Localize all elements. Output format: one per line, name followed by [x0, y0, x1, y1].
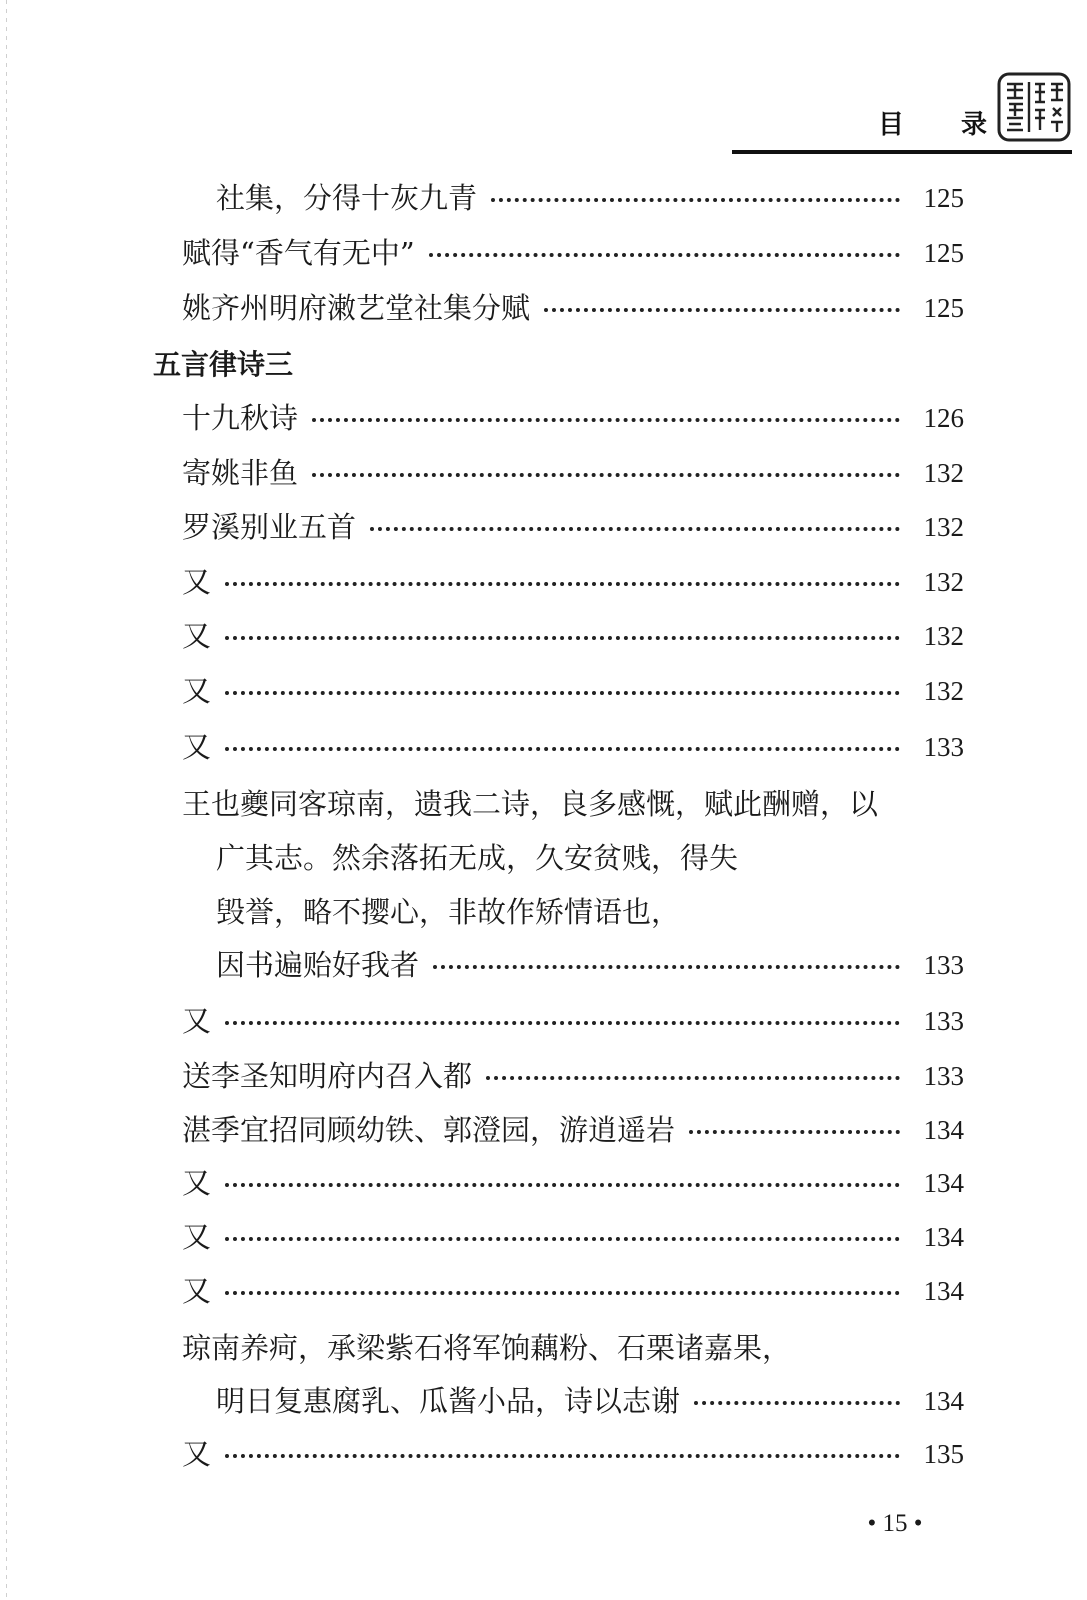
toc-entry-title: 社集，分得十灰九青: [216, 181, 478, 215]
toc-entry-page: 126: [923, 403, 964, 433]
toc-entry-title: 姚齐州明府潄艺堂社集分赋: [182, 291, 531, 325]
toc-entry-page: 134: [923, 1168, 964, 1198]
dot-leader: [225, 1237, 900, 1241]
dot-leader: [370, 527, 900, 531]
toc-entry-title: 又: [182, 1166, 212, 1200]
toc-entry: [182, 507, 964, 547]
toc-entry-title: 湛季宜招同顾幼铁、郭澄园，游逍遥岩: [182, 1113, 676, 1147]
toc-entry: [216, 178, 964, 218]
toc-entry-title: 又: [182, 1437, 212, 1471]
toc-entry-title-line: 广其志。然余落拓无成，久安贫贱，得失: [216, 841, 739, 875]
dot-leader: [225, 582, 900, 586]
toc-entry: [182, 727, 964, 767]
toc-entry-title: 送李圣知明府内召入都: [182, 1059, 473, 1093]
toc-entry: [182, 1110, 964, 1150]
page-number: • 15 •: [867, 1510, 923, 1537]
dot-leader: [433, 965, 900, 969]
header-title: 目 录: [878, 110, 1012, 140]
toc-entry-page: 133: [923, 950, 964, 980]
toc-entry-page: 132: [923, 621, 964, 651]
toc-entry-title: 赋得“香气有无中”: [182, 236, 415, 270]
toc-entry: [182, 1001, 964, 1041]
toc-entry-title: 十九秋诗: [182, 401, 299, 435]
toc-entry-page: 134: [923, 1386, 964, 1416]
dot-leader: [225, 747, 900, 751]
toc-entry-title-line: 王也夔同客琼南，遗我二诗，良多感慨，赋此酬赠，以: [182, 787, 879, 821]
section-heading: 五言律诗三: [153, 348, 294, 381]
toc-entry: [182, 1056, 964, 1096]
toc-entry-page: 134: [923, 1276, 964, 1306]
dot-leader: [544, 308, 900, 312]
toc-entry-page: 132: [923, 567, 964, 597]
toc-entry: [182, 453, 964, 493]
toc-entry: [182, 233, 964, 273]
toc-entry: [182, 1163, 964, 1203]
dot-leader: [312, 473, 900, 477]
toc-entry-title: 又: [182, 619, 212, 653]
toc-entry-page: 134: [923, 1115, 964, 1145]
toc-entry: [182, 1217, 964, 1257]
toc-entry: [182, 671, 964, 711]
toc-entry: [182, 288, 964, 328]
toc-entry-title: 又: [182, 1274, 212, 1308]
dot-leader: [312, 418, 900, 422]
toc-entry-title: 寄姚非鱼: [182, 456, 299, 490]
dot-leader: [225, 1183, 900, 1187]
toc-entry-page: 132: [923, 676, 964, 706]
toc-entry-page: 132: [923, 458, 964, 488]
toc-entry-page: 133: [923, 732, 964, 762]
toc-entry-title: 又: [182, 1220, 212, 1254]
toc-entry-title: 明日复惠腐乳、瓜酱小品，诗以志谢: [216, 1384, 681, 1418]
dot-leader: [225, 636, 900, 640]
toc-entry-page: 134: [923, 1222, 964, 1252]
toc-entry: [216, 945, 964, 985]
dot-leader: [225, 1454, 900, 1458]
toc-entry: [182, 1271, 964, 1311]
dot-leader: [225, 1291, 900, 1295]
dot-leader: [689, 1130, 900, 1134]
toc-entry-page: 133: [923, 1006, 964, 1036]
toc-entry: [182, 616, 964, 656]
toc-entry-page: 133: [923, 1061, 964, 1091]
dot-leader: [429, 253, 900, 257]
dot-leader: [491, 198, 900, 202]
toc-entry: [216, 1381, 964, 1421]
page-edge: [6, 0, 7, 1600]
toc-entry-title: 因书遍贻好我者: [216, 948, 420, 982]
toc-entry-page: 125: [923, 238, 964, 268]
header-rule: [732, 150, 1072, 154]
toc-entry-title-line: 琼南养疴，承梁紫石将军饷藕粉、石栗诸嘉果，: [182, 1331, 792, 1365]
toc-entry: [182, 1434, 964, 1474]
toc-entry-title: 又: [182, 565, 212, 599]
toc-entry-page: 135: [923, 1439, 964, 1469]
toc-entry-title-line: 毁誉，略不撄心，非故作矫情语也，: [216, 895, 681, 929]
toc-entry: [182, 562, 964, 602]
toc-entry-page: 125: [923, 183, 964, 213]
dot-leader: [694, 1401, 900, 1405]
dot-leader: [225, 1021, 900, 1025]
dot-leader: [486, 1076, 900, 1080]
toc-entry-title: 又: [182, 674, 212, 708]
toc-entry-page: 132: [923, 512, 964, 542]
toc-entry-title: 罗溪别业五首: [182, 510, 357, 544]
toc-entry-title: 又: [182, 1004, 212, 1038]
toc-entry: [182, 398, 964, 438]
dot-leader: [225, 691, 900, 695]
toc-entry-title: 又: [182, 730, 212, 764]
toc-entry-page: 125: [923, 293, 964, 323]
